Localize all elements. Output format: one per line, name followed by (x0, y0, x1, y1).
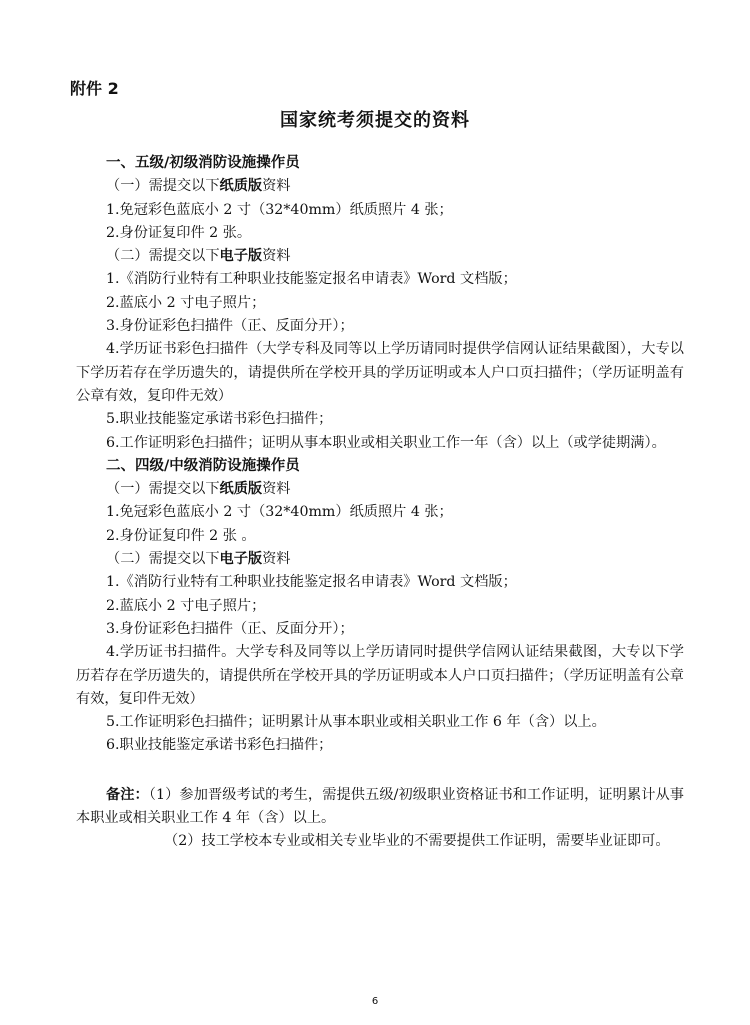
list-item: 4.学历证书彩色扫描件（大学专科及同等以上学历请同时提供学信网认证结果截图），大专以下学历若存在学历遗失的，请提供所在学校开具的学历证明或本人户口页扫描件；（学历证明盖有公章有效，复印件无效） (76, 341, 684, 404)
list-item: 6.工作证明彩色扫描件；证明从事本职业或相关职业工作一年（含）以上（或学徒期满）。 (106, 434, 666, 451)
subsection-heading-paper: （一）需提交以下纸质版资料 (106, 481, 291, 498)
attachment-label: 附件 2 (70, 79, 119, 98)
remark-label: 备注： (106, 786, 149, 803)
list-item: 2.身份证复印件 2 张 。 (106, 527, 256, 544)
list-item: 2.蓝底小 2 寸电子照片； (106, 597, 266, 614)
list-item: 5.工作证明彩色扫描件；证明累计从事本职业或相关职业工作 6 年（含）以上。 (106, 714, 606, 731)
list-item: 1.免冠彩色蓝底小 2 寸（32*40mm）纸质照片 4 张； (106, 504, 453, 521)
section-heading: 二、四级/中级消防设施操作员 (106, 457, 300, 474)
list-item: 2.蓝底小 2 寸电子照片； (106, 294, 266, 311)
subsection-heading-paper: （一）需提交以下纸质版资料 (106, 178, 291, 195)
list-item: 4.学历证书扫描件。大学专科及同等以上学历请同时提供学信网认证结果截图，大专以下学历若存在学历遗失的，请提供所在学校开具的学历证明或本人户口页扫描件；（学历证明盖有公章有效，复印件无效） (76, 644, 684, 707)
list-item: 6.职业技能鉴定承诺书彩色扫描件； (106, 737, 333, 754)
document-body (76, 152, 684, 854)
list-item: 1.免冠彩色蓝底小 2 寸（32*40mm）纸质照片 4 张； (106, 201, 453, 218)
list-item: 1.《消防行业特有工种职业技能鉴定报名申请表》Word 文档版； (106, 574, 517, 591)
spacer (76, 758, 684, 784)
list-item: 1.《消防行业特有工种职业技能鉴定报名申请表》Word 文档版； (106, 271, 517, 288)
page-number: 6 (371, 996, 379, 1007)
remark-note-1: 备注：（1）参加晋级考试的考生，需提供五级/初级职业资格证书和工作证明，证明累计从事本职业或相关职业工作 4 年（含）以上。 (76, 786, 684, 827)
list-item: 5.职业技能鉴定承诺书彩色扫描件； (106, 411, 333, 428)
section-heading: 一、五级/初级消防设施操作员 (106, 155, 300, 171)
list-item: 3.身份证彩色扫描件（正、反面分开）； (106, 620, 354, 637)
subsection-heading-electronic: （二）需提交以下电子版资料 (106, 551, 291, 568)
list-item: 2.身份证复印件 2 张。 (106, 224, 252, 241)
list-item: 3.身份证彩色扫描件（正、反面分开）； (106, 318, 354, 335)
subsection-heading-electronic: （二）需提交以下电子版资料 (106, 248, 291, 265)
remark-note-2: （2）技工学校本专业或相关专业毕业的不需要提供工作证明，需要毕业证即可。 (164, 833, 670, 850)
page-title: 国家统考须提交的资料 (280, 110, 470, 131)
